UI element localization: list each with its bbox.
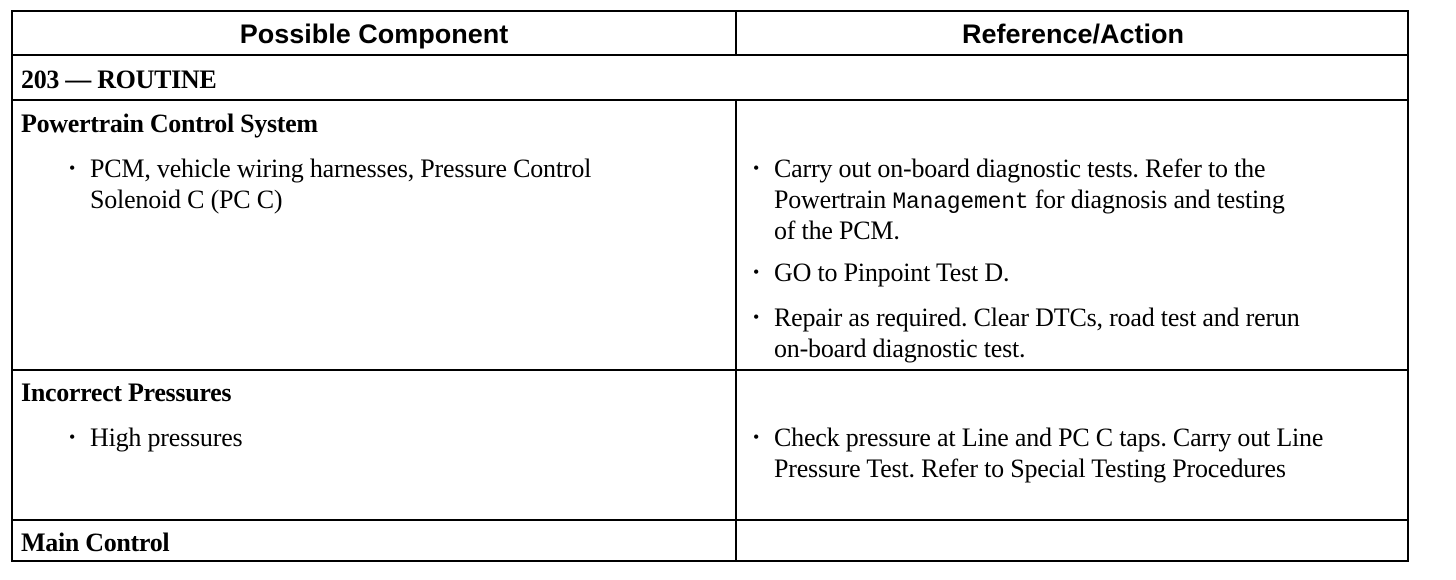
header-possible-component: Possible Component xyxy=(239,19,509,49)
section-title-incorrect-pressures: Incorrect Pressures xyxy=(21,378,232,407)
bullet-icon: • xyxy=(753,427,760,447)
header-reference-action: Reference/Action xyxy=(961,19,1185,49)
bullet-icon: • xyxy=(69,158,76,178)
component-item-pcm xyxy=(69,153,709,217)
component-line-2: Solenoid C (PC C) xyxy=(90,185,283,214)
column-divider-section-1 xyxy=(735,101,737,369)
dtc-code-row: 203 — ROUTINE xyxy=(21,65,217,94)
action-item-pinpoint-test xyxy=(753,257,1403,290)
action-line-2: on-board diagnostic test. xyxy=(774,334,1026,363)
action-item-repair xyxy=(753,302,1403,366)
component-item-high-pressures xyxy=(69,422,709,455)
column-divider-section-3 xyxy=(735,521,737,562)
action-line-2-post: for diagnosis and testing xyxy=(1028,185,1285,214)
dtc-row-divider xyxy=(13,99,1407,101)
action-line-1: GO to Pinpoint Test D. xyxy=(774,258,1010,287)
action-line-2 xyxy=(774,184,1285,218)
column-divider-header xyxy=(735,12,737,56)
bullet-icon: • xyxy=(753,307,760,327)
header-divider xyxy=(13,54,1407,56)
action-line-2-pre: Powertrain xyxy=(774,185,893,214)
column-divider-section-2 xyxy=(735,371,737,519)
bullet-icon: • xyxy=(753,262,760,282)
diagnostic-table xyxy=(11,10,1409,562)
action-line-1: Check pressure at Line and PC C taps. Carry out Line xyxy=(774,423,1324,452)
action-line-2: Pressure Test. Refer to Special Testing Procedures xyxy=(774,454,1286,483)
section-1-divider xyxy=(13,369,1407,371)
section-2-divider xyxy=(13,519,1407,521)
action-item-onboard-tests xyxy=(753,153,1403,248)
action-line-2-code: Management xyxy=(892,189,1029,215)
section-title-main-control: Main Control xyxy=(21,528,170,557)
section-title-powertrain: Powertrain Control System xyxy=(21,109,318,138)
action-item-check-pressure xyxy=(753,422,1403,486)
component-line-1: High pressures xyxy=(90,423,243,452)
action-line-1: Repair as required. Clear DTCs, road test and rerun xyxy=(774,303,1300,332)
action-line-3: of the PCM. xyxy=(774,216,900,245)
action-line-1: Carry out on-board diagnostic tests. Refer to the xyxy=(774,154,1266,183)
bullet-icon: • xyxy=(753,158,760,178)
bullet-icon: • xyxy=(69,427,76,447)
component-line-1: PCM, vehicle wiring harnesses, Pressure Control xyxy=(90,154,592,183)
